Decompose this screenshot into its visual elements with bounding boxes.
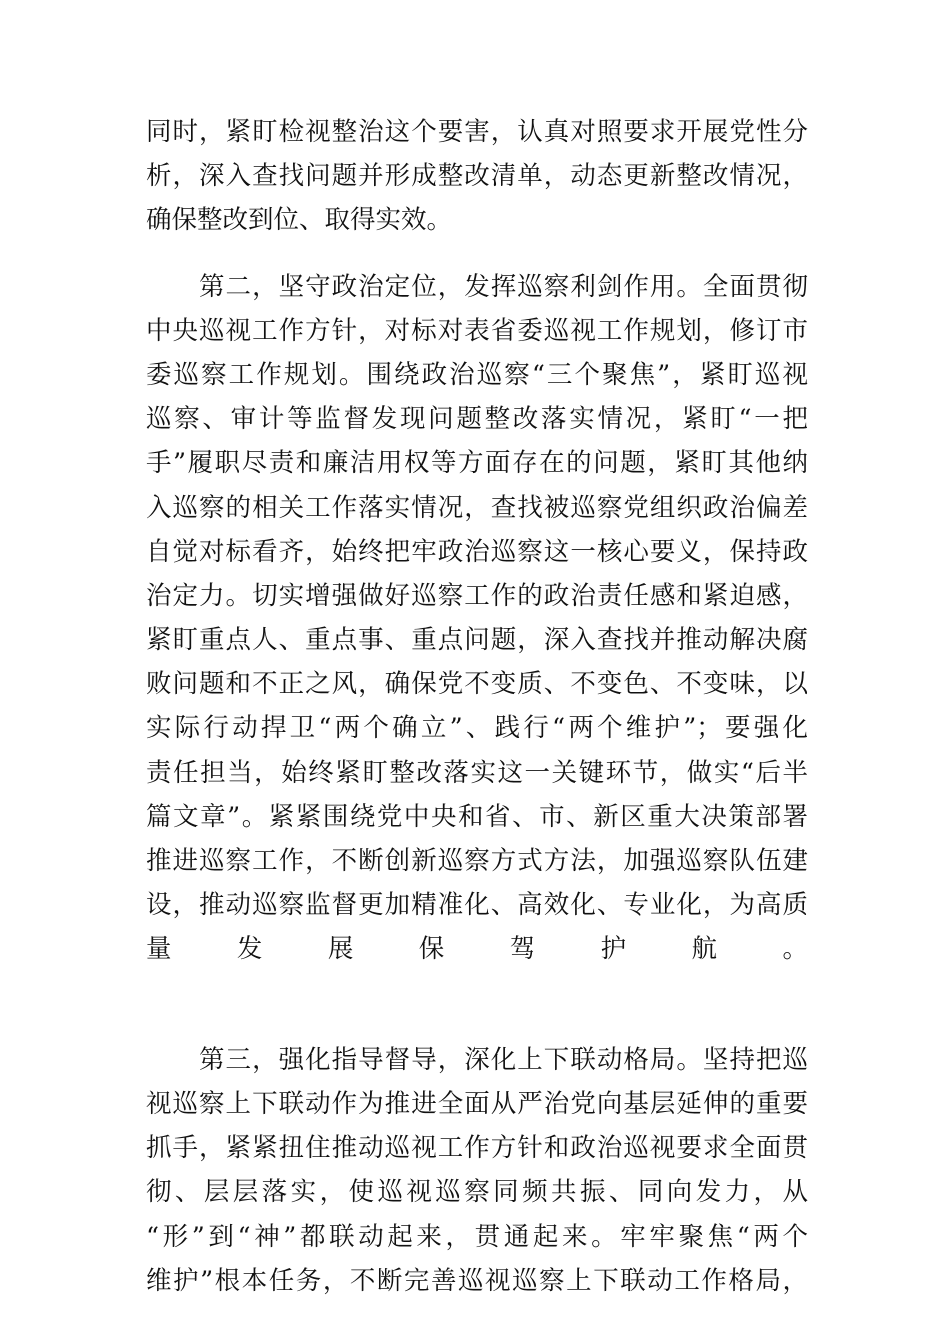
text-line: 责任担当，始终紧盯整改落实这一关键环节，做实“后半	[146, 757, 808, 788]
text-line: 巡察、审计等监督发现问题整改落实情况，紧盯“一把	[146, 404, 808, 435]
text-line: 第三，强化指导督导，深化上下联动格局。坚持把巡	[146, 1044, 808, 1075]
text-line: 维护”根本任务，不断完善巡视巡察上下联动工作格局，	[146, 1265, 808, 1296]
text-line: 紧盯重点人、重点事、重点问题，深入查找并推动解决腐	[146, 625, 808, 656]
text-line	[146, 972, 808, 1016]
text-line: 彻、层层落实，使巡视巡察同频共振、同向发力，从	[146, 1177, 808, 1208]
text-line: 手”履职尽责和廉洁用权等方面存在的问题，紧盯其他纳	[146, 448, 808, 479]
text-line: 中央巡视工作方针，对标对表省委巡视工作规划，修订市	[146, 315, 808, 346]
text-line: 设，推动巡察监督更加精准化、高效化、专业化，为高质	[146, 890, 808, 921]
text-line: 入巡察的相关工作落实情况，查找被巡察党组织政治偏差	[146, 492, 808, 523]
text-line: 第二，坚守政治定位，发挥巡察利剑作用。全面贯彻	[146, 271, 808, 302]
text-line: 实际行动捍卫“两个确立”、践行“两个维护”；要强化	[146, 713, 808, 744]
paragraph-gap	[146, 1016, 808, 1038]
paragraph-3	[146, 1038, 808, 1303]
paragraph-1	[146, 110, 808, 243]
text-line: 败问题和不正之风，确保党不变质、不变色、不变味，以	[146, 669, 808, 700]
text-line: “形”到“神”都联动起来，贯通起来。牢牢聚焦“两个	[146, 1221, 808, 1252]
text-line: 自觉对标看齐，始终把牢政治巡察这一核心要义，保持政	[146, 536, 808, 567]
text-line: 视巡察上下联动作为推进全面从严治党向基层延伸的重要	[146, 1088, 808, 1119]
text-line: 治定力。切实增强做好巡察工作的政治责任感和紧迫感，	[146, 580, 808, 611]
text-line: 委巡察工作规划。围绕政治巡察“三个聚焦”，紧盯巡视	[146, 359, 808, 390]
paragraph-2	[146, 265, 808, 1016]
text-line: 推进巡察工作，不断创新巡察方式方法，加强巡察队伍建	[146, 846, 808, 876]
text-line: 同时，紧盯检视整治这个要害，认真对照要求开展党性分	[146, 117, 808, 147]
text-line: 量发展保驾护航。	[146, 934, 808, 965]
text-line: 确保整改到位、取得实效。	[146, 205, 453, 236]
text-line: 抓手，紧紧扭住推动巡视工作方针和政治巡视要求全面贯	[146, 1133, 808, 1164]
paragraph-gap	[146, 243, 808, 265]
text-line: 析，深入查找问题并形成整改清单，动态更新整改情况，	[146, 161, 808, 192]
body-text	[146, 110, 808, 1303]
text-line: 篇文章”。紧紧围绕党中央和省、市、新区重大决策部署	[146, 801, 808, 832]
